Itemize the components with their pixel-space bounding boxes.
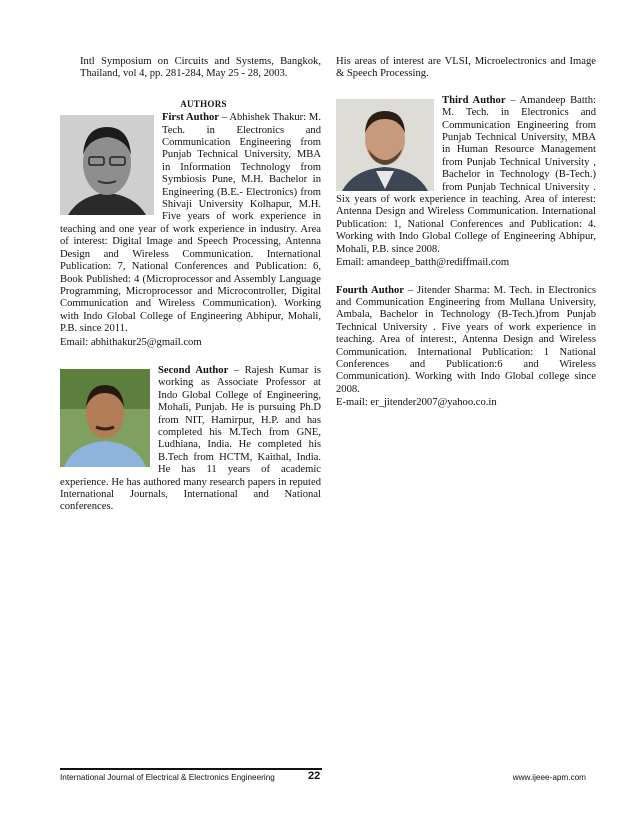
- author1-text: – Abhishek Thakur: M. Tech. in Electronics and Communication Engineering from Punjab Technical University, MBA in Information Technology from Symbiosis Pune, M.H. Bachelor in Engineering (B.E.- Electronics) from Shivaji University Kolhapur, M.H. Five years of work experience in teaching and one year of work experience in industry. Area of interest: Digital Image and Speech Processing, Antenna Design and Wireless Communication. International Publication: 7, National Conferences and Publication: 6, Book Published: 4 (Microprocessor and Assembly Language Programming, Microprocessor and Microcontroller, Digital Communication and Wireless Communication). Working with Indo Global College of Engineering Abhipur, Mohali, P.B. since 2011.: [60, 112, 321, 335]
- page-footer: [60, 768, 590, 788]
- author3-role: Third Author: [442, 94, 506, 106]
- author3-email: Email: amandeep_batth@rediffmail.com: [336, 257, 510, 269]
- right-intro: His areas of interest are VLSI, Microelectronics and Image & Speech Processing.: [336, 56, 596, 80]
- author2-text: – Rajesh Kumar is working as Associate Professor at Indo Global College of Engineering, Mohali, Punjab. He is pursuing Ph.D from NIT, Hamirpur, H.P. and has completed his M.Tech from GNE, Ludhiana, India. He completed his B.Tech from HCTM, Kaithal, India. He has 11 years of academic experience. He has authored many research papers in reputed International Journals, International and National conferences.: [60, 364, 321, 513]
- author3-bio: [336, 95, 596, 270]
- page-number: 22: [308, 770, 321, 782]
- author4-bio: [336, 285, 596, 410]
- author1-bio: [60, 112, 321, 349]
- author4-email: E-mail: er_jitender2007@yahoo.co.in: [336, 397, 497, 409]
- footer-website: www.ijeee-apm.com: [512, 773, 586, 782]
- author2-photo: [60, 369, 150, 467]
- author4-text: – Jitender Sharma: M. Tech. in Electronics and Communication Engineering from Mullana University, Ambala, Bachelor in Technology (B-Tech.)from Punjab Technical University . Five years of work experience in teaching. Area of interest:, Antenna Design and Wireless Communication. International Publication: 1 National Conferences and Publication:6 and Wireless Communication). Working with Indo Global college since 2008.: [336, 284, 596, 395]
- author3-text: – Amandeep Batth: M. Tech. in Electronics and Communication Engineering from Punjab Technical University, MBA in Human Resource Management from Punjab Technical University , Bachelor in Technology (B-Tech.) from Punjab Technical University . Six years of work experience in teaching. Area of interest: Antenna Design and Wireless Communication. International Publication: 1, National Conferences and Publication: 4. Working with Indo Global College of Engineering Abhipur, Mohali, P.B. since 2008.: [336, 94, 596, 255]
- author3-photo: [336, 99, 434, 191]
- author1-role: First Author: [162, 112, 219, 124]
- section-heading-authors: AUTHORS: [180, 98, 227, 109]
- author1-photo: [60, 115, 154, 215]
- footer-rule: [60, 768, 322, 770]
- author2-role: Second Author: [158, 364, 229, 376]
- author1-email: Email: abhithakur25@gmail.com: [60, 336, 202, 348]
- reference-entry: Intl Symposium on Circuits and Systems, Bangkok, Thailand, vol 4, pp. 281-284, May 25 - 28, 2003.: [80, 56, 321, 80]
- footer-journal-name: International Journal of Electrical & Electronics Engineering: [60, 773, 275, 782]
- right-column: [336, 56, 596, 410]
- author4-role: Fourth Author: [336, 284, 405, 296]
- left-column: [60, 56, 321, 514]
- author2-bio: [60, 365, 321, 514]
